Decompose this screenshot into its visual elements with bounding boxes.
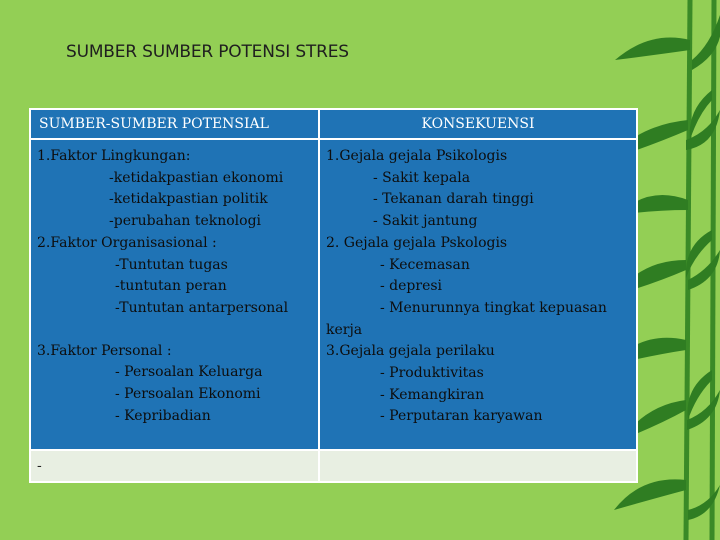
sources-cell <box>30 139 319 450</box>
list-item: -ketidakpastian ekonomi <box>109 169 284 186</box>
list-item: kerja <box>326 321 363 338</box>
list-item: -ketidakpastian politik <box>109 191 268 208</box>
list-item: - Kemangkiran <box>380 386 485 403</box>
consequences-cell <box>319 139 637 450</box>
list-item: -Tuntutan antarpersonal <box>115 299 289 316</box>
table-body-row <box>30 139 637 450</box>
header-consequences: KONSEKUENSI <box>319 109 637 139</box>
list-item: - Menurunnya tingkat kepuasan <box>380 299 607 316</box>
list-item: 3.Faktor Personal : <box>37 342 172 359</box>
list-item: - Persoalan Keluarga <box>115 364 263 381</box>
list-item: -Tuntutan tugas <box>115 256 228 273</box>
header-sources: SUMBER-SUMBER POTENSIAL <box>30 109 319 139</box>
list-item: -tuntutan peran <box>115 278 227 295</box>
list-item: - Kepribadian <box>115 407 211 424</box>
list-item: - Sakit kepala <box>373 169 471 186</box>
list-item: - Sakit jantung <box>373 213 478 230</box>
list-item: - depresi <box>380 278 443 295</box>
list-item: - Perputaran karyawan <box>380 408 543 425</box>
stress-sources-table <box>29 108 638 483</box>
list-item: 1.Faktor Lingkungan: <box>37 148 191 164</box>
list-item: 2.Faktor Organisasional : <box>37 234 217 251</box>
list-item: - Tekanan darah tinggi <box>373 191 534 208</box>
list-item: - Persoalan Ekonomi <box>115 386 261 403</box>
list-item: - Produktivitas <box>380 365 484 382</box>
slide-title: SUMBER SUMBER POTENSI STRES <box>66 42 349 62</box>
list-item: 3.Gejala gejala perilaku <box>326 343 495 360</box>
table-header-row <box>30 109 637 139</box>
footer-left-cell: - <box>30 450 319 482</box>
list-item: - Kecemasan <box>380 256 470 273</box>
list-item: -perubahan teknologi <box>109 213 262 230</box>
list-item: 1.Gejala gejala Psikologis <box>326 148 508 164</box>
footer-right-cell <box>319 450 637 482</box>
table-footer-row <box>30 450 637 482</box>
list-item: 2. Gejala gejala Pskologis <box>326 234 508 251</box>
